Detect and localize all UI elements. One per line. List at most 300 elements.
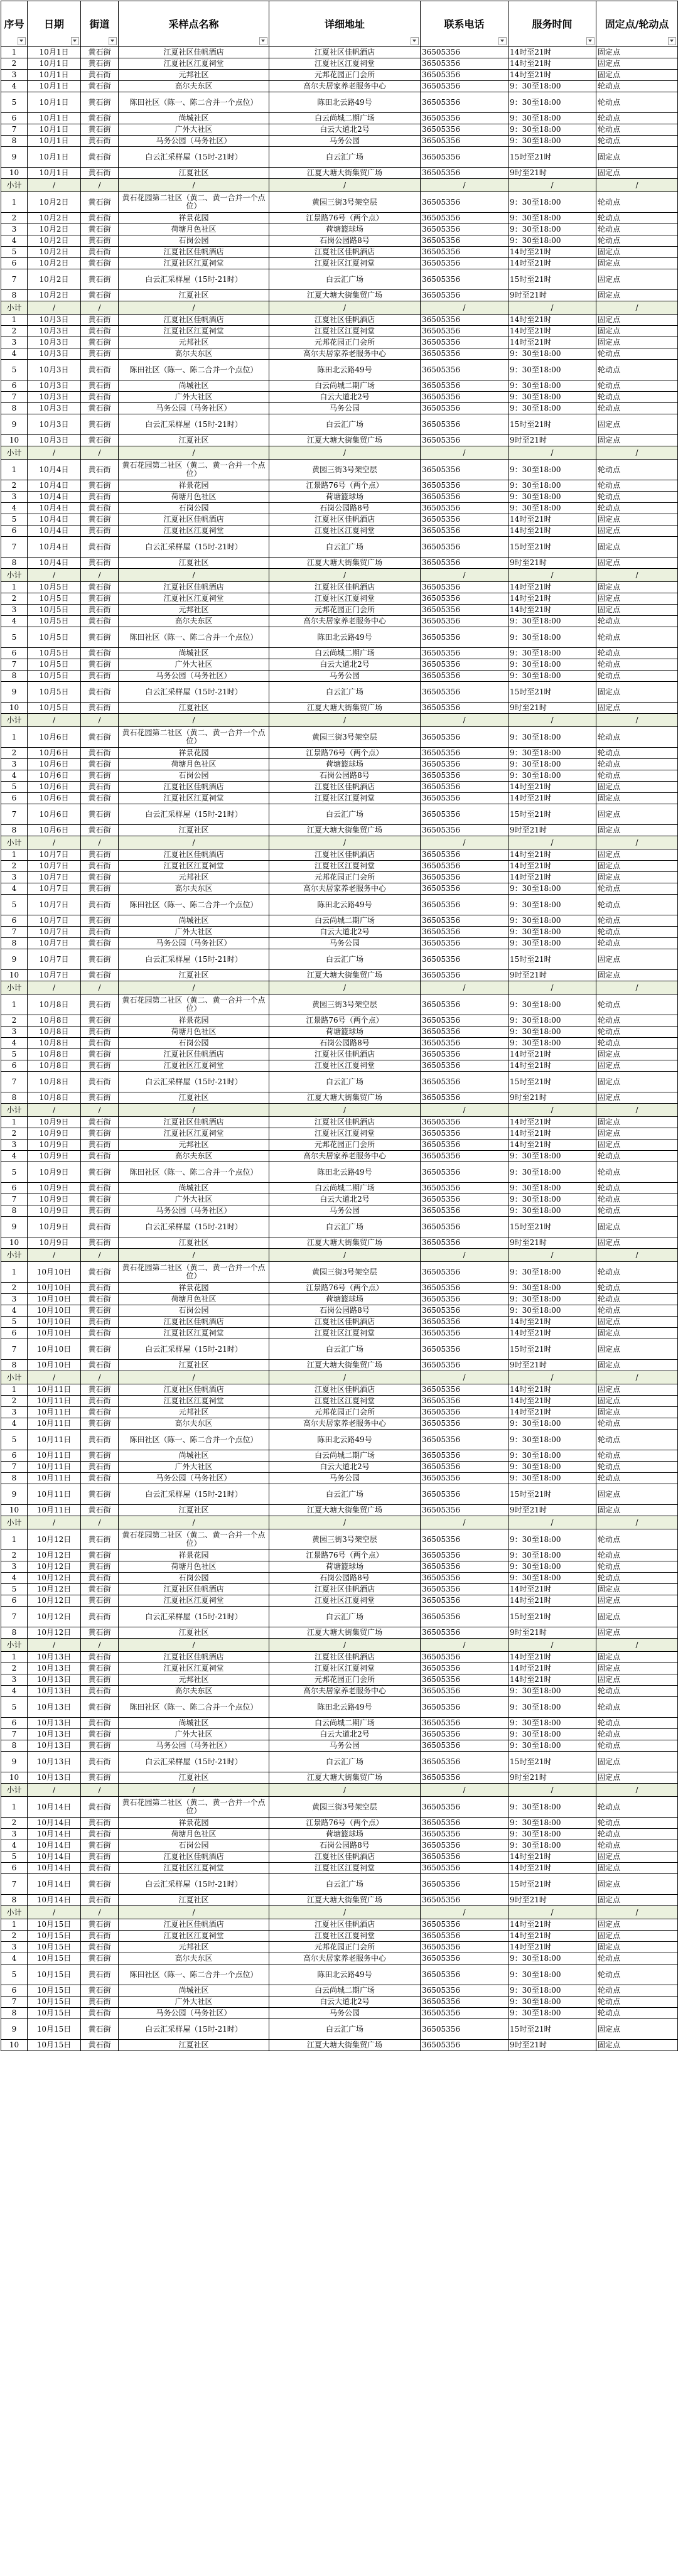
cell-phone: 36505356 [421,994,508,1015]
cell-phone: 36505356 [421,269,508,290]
cell-site: 江夏社区佳帆酒店 [119,1384,269,1396]
cell-street: 黄石街 [81,124,119,136]
subtotal-sep: / [269,1906,421,1919]
cell-address: 石岗公园路8号 [269,235,421,247]
subtotal-sep: / [119,714,269,727]
cell-seq: 5 [1,92,28,113]
cell-phone: 36505356 [421,1128,508,1140]
cell-type: 固定点 [596,525,678,537]
cell-address: 陈田北云路49号 [269,360,421,380]
cell-time: 9：30至18:00 [508,927,596,938]
filter-dropdown-icon[interactable] [259,37,267,45]
cell-type: 固定点 [596,2040,678,2051]
table-row [1,213,678,224]
cell-type: 轮动点 [596,627,678,648]
cell-phone: 36505356 [421,605,508,616]
cell-street: 黄石街 [81,1317,119,1328]
cell-street: 黄石街 [81,414,119,435]
cell-address: 白云汇广场 [269,1607,421,1627]
cell-site: 白云汇采样屋（15时-21时） [119,414,269,435]
cell-site: 江夏社区 [119,1237,269,1249]
cell-site: 白云汇采样屋（15时-21时） [119,269,269,290]
cell-time: 15时至21时 [508,414,596,435]
cell-phone: 36505356 [421,703,508,714]
filter-dropdown-icon[interactable] [411,37,419,45]
cell-seq: 7 [1,1339,28,1360]
cell-street: 黄石街 [81,1294,119,1305]
subtotal-label: 小计 [1,569,28,582]
table-row [1,1317,678,1328]
cell-phone: 36505356 [421,1663,508,1674]
cell-address: 江夏社区佳帆酒店 [269,1049,421,1060]
cell-site: 江夏社区 [119,558,269,569]
subtotal-sep: / [81,981,119,994]
cell-time: 9：30至18:00 [508,1729,596,1740]
cell-type: 固定点 [596,1919,678,1931]
table-row [1,970,678,981]
table-row [1,1718,678,1729]
subtotal-sep: / [508,1516,596,1529]
subtotal-sep: / [508,446,596,460]
cell-phone: 36505356 [421,759,508,770]
cell-site: 白云汇采样屋（15时-21时） [119,147,269,168]
cell-seq: 10 [1,168,28,179]
cell-time: 9：30至18:00 [508,224,596,235]
cell-seq: 2 [1,58,28,70]
cell-site: 石岗公园 [119,1840,269,1851]
cell-type: 固定点 [596,1674,678,1686]
cell-address: 白云尚城二期广场 [269,1985,421,1997]
header-site[interactable]: 采样点名称 [119,1,269,47]
cell-date: 10月6日 [28,759,81,770]
cell-address: 江夏大塘大街集贸广场 [269,435,421,446]
cell-date: 10月2日 [28,213,81,224]
cell-time: 9：30至18:00 [508,1027,596,1038]
cell-street: 黄石街 [81,759,119,770]
cell-phone: 36505356 [421,970,508,981]
subtotal-sep: / [508,301,596,315]
cell-street: 黄石街 [81,938,119,949]
cell-phone: 36505356 [421,224,508,235]
cell-address: 江夏社区佳帆酒店 [269,514,421,525]
subtotal-row [1,179,678,192]
cell-date: 10月14日 [28,1874,81,1895]
cell-type: 固定点 [596,147,678,168]
cell-type: 固定点 [596,1237,678,1249]
cell-time: 9：30至18:00 [508,460,596,480]
cell-type: 固定点 [596,949,678,970]
cell-phone: 36505356 [421,1505,508,1516]
table-row [1,435,678,446]
cell-phone: 36505356 [421,1450,508,1462]
cell-seq: 9 [1,1217,28,1237]
cell-address: 江景路76号（两个点） [269,480,421,492]
cell-phone: 36505356 [421,348,508,360]
cell-address: 江夏社区江夏祠堂 [269,1128,421,1140]
cell-seq: 1 [1,460,28,480]
table-row [1,1584,678,1595]
cell-site: 元邦社区 [119,605,269,616]
cell-type: 固定点 [596,1505,678,1516]
cell-seq: 8 [1,558,28,569]
cell-type: 固定点 [596,1072,678,1092]
table-row [1,1217,678,1237]
cell-time: 14时至21时 [508,1396,596,1407]
subtotal-label: 小计 [1,179,28,192]
table-row [1,1360,678,1371]
cell-address: 江夏大塘大街集贸广场 [269,1505,421,1516]
header-time[interactable]: 服务时间 [508,1,596,47]
table-row [1,1740,678,1752]
cell-time: 9：30至18:00 [508,392,596,403]
table-row [1,460,678,480]
table-row [1,1407,678,1418]
table-row [1,849,678,861]
cell-type: 固定点 [596,1484,678,1505]
cell-phone: 36505356 [421,81,508,92]
cell-street: 黄石街 [81,525,119,537]
cell-phone: 36505356 [421,1942,508,1953]
header-phone[interactable]: 联系电话 [421,1,508,47]
cell-type: 固定点 [596,1217,678,1237]
cell-street: 黄石街 [81,1092,119,1104]
cell-time: 9：30至18:00 [508,2008,596,2019]
cell-street: 黄石街 [81,861,119,872]
cell-type: 轮动点 [596,1997,678,2008]
cell-address: 江景路76号（两个点） [269,1283,421,1294]
subtotal-sep: / [28,1104,81,1117]
cell-date: 10月7日 [28,938,81,949]
cell-address: 江夏社区佳帆酒店 [269,1584,421,1595]
table-row [1,1772,678,1784]
cell-address: 江夏社区江夏祠堂 [269,1595,421,1607]
cell-type: 固定点 [596,1931,678,1942]
table-row [1,593,678,605]
cell-seq: 1 [1,582,28,593]
cell-type: 轮动点 [596,1294,678,1305]
cell-time: 9时至21时 [508,825,596,836]
cell-type: 轮动点 [596,1964,678,1985]
cell-type: 固定点 [596,582,678,593]
cell-phone: 36505356 [421,113,508,124]
subtotal-sep: / [119,1639,269,1652]
cell-phone: 36505356 [421,1205,508,1217]
cell-site: 白云汇采样屋（15时-21时） [119,1752,269,1772]
cell-address: 江景路76号（两个点） [269,1015,421,1027]
cell-date: 10月7日 [28,895,81,915]
cell-type: 轮动点 [596,1797,678,1818]
cell-seq: 5 [1,360,28,380]
cell-time: 14时至21时 [508,1931,596,1942]
subtotal-label: 小计 [1,714,28,727]
cell-seq: 9 [1,1752,28,1772]
cell-phone: 36505356 [421,1430,508,1450]
cell-site: 马务公园（马务社区） [119,1740,269,1752]
cell-phone: 36505356 [421,616,508,627]
cell-address: 江夏社区佳帆酒店 [269,315,421,326]
cell-phone: 36505356 [421,1015,508,1027]
table-row [1,1953,678,1964]
cell-time: 9：30至18:00 [508,1473,596,1484]
cell-phone: 36505356 [421,1384,508,1396]
cell-street: 黄石街 [81,748,119,759]
cell-time: 9时至21时 [508,703,596,714]
cell-street: 黄石街 [81,1953,119,1964]
table-row [1,1595,678,1607]
cell-date: 10月8日 [28,1015,81,1027]
header-seq[interactable]: 序号 [1,1,28,47]
cell-seq: 2 [1,748,28,759]
cell-time: 14时至21时 [508,582,596,593]
cell-address: 江夏社区江夏祠堂 [269,593,421,605]
cell-date: 10月7日 [28,927,81,938]
cell-time: 15时至21时 [508,1752,596,1772]
cell-address: 江夏社区佳帆酒店 [269,1384,421,1396]
cell-time: 9时至21时 [508,558,596,569]
cell-date: 10月5日 [28,616,81,627]
cell-street: 黄石街 [81,1863,119,1874]
cell-street: 黄石街 [81,782,119,793]
cell-address: 陈田北云路49号 [269,1430,421,1450]
table-row [1,1663,678,1674]
cell-site: 祥景花园 [119,480,269,492]
cell-address: 马务公园 [269,403,421,414]
cell-type: 轮动点 [596,1418,678,1430]
cell-type: 固定点 [596,47,678,58]
cell-seq: 3 [1,492,28,503]
cell-site: 荷塘月色社区 [119,1829,269,1840]
cell-date: 10月9日 [28,1237,81,1249]
cell-phone: 36505356 [421,1140,508,1151]
cell-street: 黄石街 [81,648,119,659]
cell-site: 江夏社区江夏祠堂 [119,861,269,872]
table-row [1,872,678,883]
cell-type: 固定点 [596,1360,678,1371]
cell-street: 黄石街 [81,1997,119,2008]
cell-seq: 6 [1,258,28,269]
cell-time: 14时至21时 [508,1407,596,1418]
cell-site: 石岗公园 [119,1573,269,1584]
cell-street: 黄石街 [81,1964,119,1985]
table-row [1,1505,678,1516]
cell-address: 高尔夫居家养老服务中心 [269,1686,421,1697]
cell-time: 9：30至18:00 [508,1430,596,1450]
table-row [1,224,678,235]
subtotal-row [1,1639,678,1652]
table-row [1,1283,678,1294]
cell-phone: 36505356 [421,804,508,825]
table-row [1,1205,678,1217]
table-row [1,1484,678,1505]
cell-type: 固定点 [596,70,678,81]
cell-street: 黄石街 [81,1418,119,1430]
cell-type: 固定点 [596,337,678,348]
cell-time: 9：30至18:00 [508,92,596,113]
cell-address: 白云汇广场 [269,414,421,435]
cell-time: 9：30至18:00 [508,1718,596,1729]
cell-seq: 8 [1,1360,28,1371]
cell-seq: 1 [1,1652,28,1663]
filter-dropdown-icon[interactable] [668,37,676,45]
cell-seq: 1 [1,1797,28,1818]
table-row [1,480,678,492]
table-row [1,1430,678,1450]
cell-type: 固定点 [596,1049,678,1060]
subtotal-sep: / [119,1784,269,1797]
cell-date: 10月4日 [28,525,81,537]
cell-street: 黄石街 [81,168,119,179]
cell-phone: 36505356 [421,337,508,348]
cell-phone: 36505356 [421,460,508,480]
cell-date: 10月10日 [28,1305,81,1317]
cell-date: 10月7日 [28,970,81,981]
cell-site: 白云汇采样屋（15时-21时） [119,1484,269,1505]
cell-type: 固定点 [596,537,678,558]
cell-type: 固定点 [596,1092,678,1104]
cell-seq: 3 [1,1294,28,1305]
cell-time: 9：30至18:00 [508,1997,596,2008]
cell-date: 10月3日 [28,360,81,380]
cell-date: 10月3日 [28,315,81,326]
cell-site: 高尔夫东区 [119,1151,269,1162]
cell-type: 固定点 [596,1895,678,1906]
cell-phone: 36505356 [421,1729,508,1740]
table-row [1,392,678,403]
table-row [1,1997,678,2008]
cell-phone: 36505356 [421,1038,508,1049]
cell-site: 江夏社区 [119,825,269,836]
cell-seq: 10 [1,2040,28,2051]
cell-street: 黄石街 [81,435,119,446]
table-row [1,1829,678,1840]
cell-site: 江夏社区江夏祠堂 [119,593,269,605]
subtotal-sep: / [119,1516,269,1529]
cell-seq: 8 [1,136,28,147]
cell-street: 黄石街 [81,1740,119,1752]
header-street[interactable]: 街道 [81,1,119,47]
cell-address: 白云大道北2号 [269,927,421,938]
cell-street: 黄石街 [81,1752,119,1772]
cell-time: 9：30至18:00 [508,1740,596,1752]
filter-dropdown-icon[interactable] [586,37,595,45]
cell-seq: 5 [1,1317,28,1328]
cell-time: 15时至21时 [508,1217,596,1237]
cell-seq: 3 [1,337,28,348]
cell-type: 轮动点 [596,136,678,147]
subtotal-sep: / [269,836,421,849]
cell-street: 黄石街 [81,1462,119,1473]
cell-phone: 36505356 [421,1162,508,1183]
cell-site: 黄石花园第二社区（黄二、黄一合并一个点位） [119,192,269,213]
subtotal-sep: / [81,714,119,727]
cell-address: 白云尚城二期广场 [269,1183,421,1194]
cell-seq: 10 [1,435,28,446]
cell-seq: 7 [1,1194,28,1205]
table-body [1,47,678,2051]
cell-time: 15时至21时 [508,682,596,703]
table-row [1,804,678,825]
cell-type: 固定点 [596,1652,678,1663]
cell-date: 10月4日 [28,558,81,569]
cell-address: 江夏大塘大街集贸广场 [269,168,421,179]
cell-phone: 36505356 [421,1818,508,1829]
table-row [1,861,678,872]
cell-type: 轮动点 [596,360,678,380]
cell-site: 广外大社区 [119,1729,269,1740]
cell-type: 固定点 [596,1328,678,1339]
cell-time: 14时至21时 [508,782,596,793]
filter-dropdown-icon[interactable] [71,37,79,45]
cell-seq: 8 [1,1627,28,1639]
cell-site: 马务公园（马务社区） [119,1473,269,1484]
cell-date: 10月12日 [28,1529,81,1550]
cell-phone: 36505356 [421,825,508,836]
cell-street: 黄石街 [81,1505,119,1516]
cell-date: 10月14日 [28,1818,81,1829]
subtotal-sep: / [421,446,508,460]
cell-time: 14时至21时 [508,258,596,269]
cell-street: 黄石街 [81,503,119,514]
cell-seq: 7 [1,1874,28,1895]
cell-seq: 3 [1,759,28,770]
cell-seq: 7 [1,659,28,671]
cell-time: 14时至21时 [508,247,596,258]
table-row [1,1529,678,1550]
table-row [1,525,678,537]
filter-dropdown-icon[interactable] [18,37,26,45]
cell-date: 10月10日 [28,1317,81,1328]
cell-phone: 36505356 [421,793,508,804]
cell-seq: 7 [1,1729,28,1740]
subtotal-sep: / [28,569,81,582]
cell-address: 江景路76号（两个点） [269,1550,421,1561]
header-type[interactable]: 固定点/轮动点 [596,1,678,47]
cell-phone: 36505356 [421,1060,508,1072]
cell-street: 黄石街 [81,360,119,380]
cell-site: 江夏社区佳帆酒店 [119,582,269,593]
cell-street: 黄石街 [81,1205,119,1217]
table-row [1,514,678,525]
cell-date: 10月4日 [28,537,81,558]
cell-date: 10月1日 [28,58,81,70]
table-row [1,1473,678,1484]
cell-site: 马务公园（马务社区） [119,136,269,147]
cell-phone: 36505356 [421,1595,508,1607]
filter-dropdown-icon[interactable] [498,37,507,45]
cell-site: 尚城社区 [119,1450,269,1462]
subtotal-row [1,301,678,315]
cell-type: 固定点 [596,703,678,714]
header-address[interactable]: 详细地址 [269,1,421,47]
cell-street: 黄石街 [81,593,119,605]
cell-address: 荷塘篮球场 [269,1027,421,1038]
cell-seq: 1 [1,994,28,1015]
table-row [1,1895,678,1906]
cell-seq: 5 [1,1162,28,1183]
header-date[interactable]: 日期 [28,1,81,47]
filter-dropdown-icon[interactable] [109,37,117,45]
cell-seq: 2 [1,1663,28,1674]
cell-date: 10月2日 [28,192,81,213]
cell-date: 10月7日 [28,883,81,895]
cell-phone: 36505356 [421,1931,508,1942]
cell-site: 江夏社区江夏祠堂 [119,1128,269,1140]
cell-site: 元邦社区 [119,337,269,348]
cell-date: 10月4日 [28,480,81,492]
subtotal-row [1,446,678,460]
cell-address: 白云尚城二期广场 [269,1450,421,1462]
cell-type: 轮动点 [596,1162,678,1183]
